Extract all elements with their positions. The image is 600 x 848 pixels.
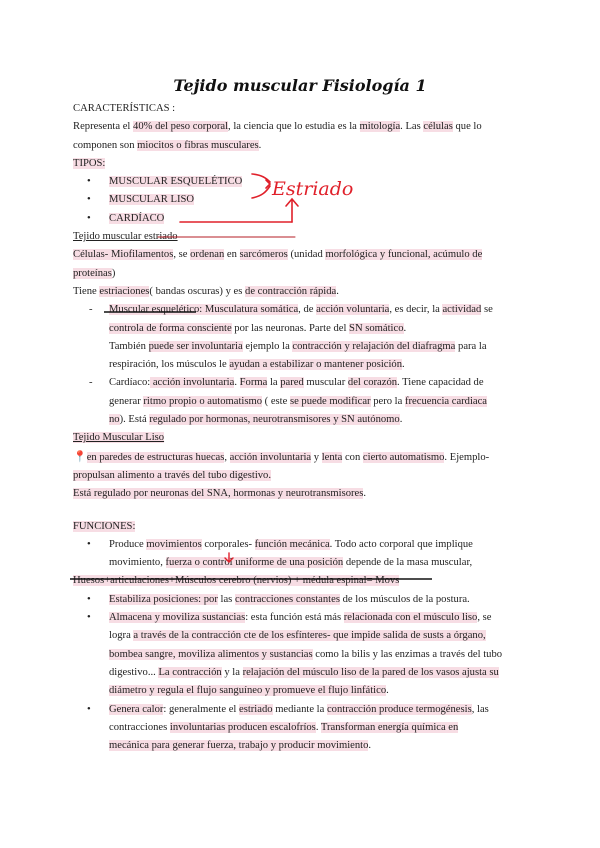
estriado-line-3: Tiene estriaciones( bandas oscuras) y es de contracción rápida. — [73, 285, 339, 297]
bullet-icon: • — [87, 703, 91, 715]
tipos-heading: TIPOS: — [73, 157, 106, 169]
funcion-sustancias-line-5: diámetro y regula el flujo sanguíneo y promueve el flujo linfático. — [109, 685, 389, 697]
caracteristicas-line-1: Representa el 40% del peso corporal, la ciencia que lo estudia es la mitología. Las células que lo — [73, 121, 482, 133]
caracteristicas-line-2: componen son miocitos o fibras musculares. — [73, 139, 262, 151]
movimiento-formula: Huesos+articulaciones+Músculos cerebro (nervios) + médula espinal= Movs — [73, 575, 400, 587]
funcion-item-sustancias: • Almacena y moviliza sustancias: esta función está más relacionada con el músculo liso, se — [73, 609, 528, 627]
document-body — [73, 100, 528, 755]
funcion-calor-line-3: mecánica para generar fuerza, trabajo y producir movimiento. — [109, 740, 372, 752]
funciones-heading: FUNCIONES: — [73, 520, 136, 532]
bullet-icon: • — [87, 538, 91, 550]
tipo-item: • MUSCULAR ESQUELÉTICO — [73, 173, 528, 191]
estriado-line-2: proteínas) — [73, 267, 116, 279]
liso-heading: Tejido Muscular Liso — [73, 432, 165, 444]
esqueletico-line-3: También puede ser involuntaria ejemplo la contracción y relajación del diafragma para la — [109, 340, 487, 352]
estriado-line-1: Células- Miofilamentos, se ordenan en sarcómeros (unidad morfológica y funcional, acúmulo de — [73, 249, 483, 261]
liso-line-1: 📍en paredes de estructuras huecas, acción involuntaria y lenta con cierto automatismo. Ejemplo- — [73, 450, 490, 463]
cardiaco-line-3: no). Está regulado por hormonas, neurotransmisores y SN autónomo. — [109, 414, 403, 426]
funcion-item-movimiento: • Produce movimientos corporales- función mecánica. Todo acto corporal que implique — [73, 536, 528, 554]
funcion-movimiento-line-2: movimiento, fuerza o control uniforme de una posición depende de la masa muscular, — [109, 557, 473, 569]
bullet-icon: • — [87, 194, 91, 206]
funcion-item-calor: • Genera calor: generalmente el estriado mediante la contracción produce termogénesis, las — [73, 701, 528, 719]
bullet-icon: • — [87, 593, 91, 605]
liso-line-2: propulsan alimento a través del tubo digestivo. — [73, 469, 272, 481]
pin-icon: 📍 — [73, 450, 87, 463]
bullet-icon: • — [87, 212, 91, 224]
estriado-handwritten-note: Estriado — [272, 178, 354, 200]
dash-icon: - — [89, 304, 93, 316]
esqueletico-item: - Muscular esquelético: Musculatura somática, de acción voluntaria, es decir, la actividad se — [73, 301, 528, 319]
cardiaco-line-2: generar ritmo propio o automatismo ( este se puede modificar pero la frecuencia cardiaca — [109, 395, 488, 407]
esqueletico-line-2: controla de forma consciente por las neuronas. Parte del SN somático. — [109, 322, 407, 334]
page-title: Tejido muscular Fisiología 1 — [173, 76, 427, 95]
funcion-calor-line-2: contracciones involuntarias producen escalofríos. Transforman energía química en — [109, 721, 459, 733]
bullet-icon: • — [87, 176, 91, 188]
esqueletico-line-4: respiración, los músculos le ayudan a estabilizar o mantener posición. — [109, 359, 405, 371]
cardiaco-label: Cardíaco: — [109, 377, 151, 389]
dash-icon: - — [89, 377, 93, 389]
funcion-sustancias-line-3: bombea sangre, moviliza alimentos y sustancias como la bilis y las enzimas a través del tubo — [109, 648, 503, 660]
funcion-sustancias-line-4: digestivo... La contracción y la relajación del músculo liso de la pared de los vasos ajusta su — [109, 666, 499, 678]
tipo-item: • CARDÍACO — [73, 210, 528, 228]
estriado-heading: Tejido muscular estriado — [73, 231, 178, 243]
bullet-icon: • — [87, 612, 91, 624]
esqueletico-label: Muscular esquelético: — [109, 304, 203, 316]
tipo-item: • MUSCULAR LISO — [73, 191, 528, 209]
liso-line-3: Está regulado por neuronas del SNA, hormonas y neurotransmisores. — [73, 488, 367, 500]
funcion-item-postura: • Estabiliza posiciones: por las contracciones constantes de los músculos de la postura. — [73, 591, 528, 609]
cardiaco-item: - Cardíaco: acción involuntaria. Forma la pared muscular del corazón. Tiene capacidad de — [73, 374, 528, 392]
funcion-sustancias-line-2: logra a través de la contracción cte de los esfínteres- que impide salida de susts a órgano, — [109, 630, 486, 642]
caracteristicas-heading: CARACTERÍSTICAS : — [73, 103, 176, 114]
